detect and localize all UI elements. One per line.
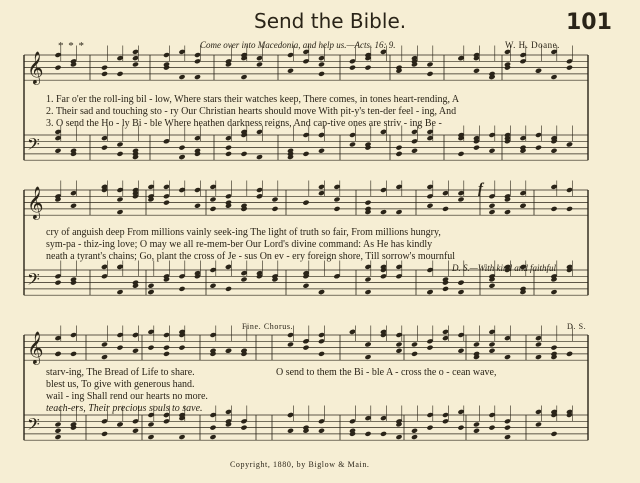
notehead	[116, 196, 123, 202]
notehead	[116, 141, 123, 147]
notehead	[163, 138, 170, 144]
notehead	[163, 193, 170, 199]
notehead	[256, 61, 263, 67]
notehead	[163, 345, 170, 351]
notehead	[318, 55, 325, 61]
notehead	[225, 286, 232, 292]
notehead	[364, 354, 371, 360]
notehead	[395, 264, 402, 270]
notehead	[349, 132, 356, 138]
notehead	[225, 151, 232, 157]
notehead	[147, 421, 154, 427]
notehead	[442, 418, 449, 424]
notehead	[566, 65, 573, 71]
notehead	[426, 135, 433, 141]
copyright-notice: Copyright, 1880, by Biglow & Main.	[230, 460, 370, 469]
notehead	[364, 431, 371, 437]
notehead	[318, 148, 325, 154]
notehead	[287, 52, 294, 58]
notehead	[116, 71, 123, 77]
notehead	[519, 58, 526, 64]
notehead	[411, 434, 418, 440]
notehead	[488, 341, 495, 347]
notehead	[132, 418, 139, 424]
notehead	[566, 141, 573, 147]
notehead	[566, 351, 573, 357]
notehead	[163, 52, 170, 58]
notehead	[116, 345, 123, 351]
notehead	[70, 332, 77, 338]
notehead	[364, 264, 371, 270]
notehead	[364, 65, 371, 71]
notehead	[457, 425, 464, 431]
notehead	[240, 270, 247, 276]
notehead	[333, 184, 340, 190]
notehead	[209, 425, 216, 431]
forte-mark: f	[478, 181, 483, 197]
notehead	[302, 200, 309, 206]
verse-3-line-3: wail - ing Shall rend our hearts no more.	[46, 391, 208, 402]
notehead	[380, 431, 387, 437]
verse-1-line-2: cry of anguish deep From millions vainly seek-ing The light of truth so fair, From millions hungry,	[46, 227, 441, 238]
notehead	[54, 434, 61, 440]
notehead	[209, 184, 216, 190]
notehead	[364, 276, 371, 282]
notehead	[147, 329, 154, 335]
notehead	[349, 418, 356, 424]
notehead	[209, 196, 216, 202]
notehead	[302, 58, 309, 64]
notehead	[535, 341, 542, 347]
notehead	[178, 187, 185, 193]
notehead	[473, 341, 480, 347]
notehead	[504, 354, 511, 360]
notehead	[426, 345, 433, 351]
notehead	[116, 151, 123, 157]
verse-2-line-1: 2. Their sad and touching sto - ry Our Christian hearts should move With pit-y's ten-der feel - ing, And	[46, 106, 457, 117]
notehead	[333, 273, 340, 279]
composer-credit: W. H. Doane.	[505, 40, 560, 50]
notehead	[411, 138, 418, 144]
notehead	[132, 55, 139, 61]
notehead	[535, 421, 542, 427]
notehead	[488, 412, 495, 418]
notehead	[163, 351, 170, 357]
notehead	[426, 425, 433, 431]
notehead	[550, 431, 557, 437]
notehead	[163, 200, 170, 206]
notehead	[364, 289, 371, 295]
notehead	[457, 280, 464, 286]
notehead	[442, 206, 449, 212]
notehead	[163, 184, 170, 190]
treble-clef: 𝄞	[27, 51, 44, 84]
notehead	[178, 434, 185, 440]
notehead	[488, 148, 495, 154]
notehead	[519, 135, 526, 141]
notehead	[209, 206, 216, 212]
notehead	[209, 283, 216, 289]
treble-clef: 𝄞	[27, 331, 44, 364]
notehead	[380, 187, 387, 193]
ds-teachers-note: D. S.—With kind and faithful	[452, 263, 557, 273]
notehead	[101, 354, 108, 360]
notehead	[566, 187, 573, 193]
notehead	[256, 129, 263, 135]
notehead	[380, 273, 387, 279]
notehead	[349, 141, 356, 147]
notehead	[256, 154, 263, 160]
notehead	[488, 283, 495, 289]
notehead	[101, 418, 108, 424]
scripture-reference: Come over into Macedonia, and help us.—Acts. 16: 9.	[200, 40, 396, 50]
notehead	[116, 209, 123, 215]
notehead	[318, 289, 325, 295]
notehead	[395, 348, 402, 354]
notehead	[194, 135, 201, 141]
notehead	[178, 286, 185, 292]
notehead	[442, 329, 449, 335]
notehead	[411, 129, 418, 135]
bass-clef: 𝄢	[27, 269, 40, 293]
notehead	[101, 431, 108, 437]
notehead	[395, 273, 402, 279]
notehead	[457, 289, 464, 295]
notehead	[147, 289, 154, 295]
notehead	[302, 132, 309, 138]
notehead	[333, 206, 340, 212]
notehead	[256, 193, 263, 199]
notehead	[426, 412, 433, 418]
notehead	[318, 61, 325, 67]
notehead	[519, 52, 526, 58]
notehead	[333, 196, 340, 202]
notehead	[194, 187, 201, 193]
notehead	[488, 193, 495, 199]
notehead	[318, 332, 325, 338]
notehead	[457, 196, 464, 202]
notehead	[318, 132, 325, 138]
notehead	[101, 145, 108, 151]
notehead	[411, 428, 418, 434]
notehead	[287, 68, 294, 74]
notehead	[411, 148, 418, 154]
notehead	[364, 341, 371, 347]
notehead	[178, 74, 185, 80]
notehead	[566, 58, 573, 64]
notehead	[240, 151, 247, 157]
notehead	[442, 190, 449, 196]
notehead	[101, 264, 108, 270]
notehead	[240, 425, 247, 431]
notehead	[54, 148, 61, 154]
notehead	[395, 341, 402, 347]
notehead	[209, 434, 216, 440]
notehead	[178, 345, 185, 351]
notehead	[519, 190, 526, 196]
notehead	[54, 280, 61, 286]
verse-3-line-2: neath a tyrant's chains; Go, plant the cross of Je - sus On ev - ery foreign shore, Till sorrow's mournful	[46, 251, 456, 262]
notehead	[54, 351, 61, 357]
notehead	[54, 135, 61, 141]
notehead	[519, 203, 526, 209]
notehead	[302, 151, 309, 157]
notehead	[132, 348, 139, 354]
notehead	[457, 409, 464, 415]
notehead	[535, 132, 542, 138]
bass-clef: 𝄢	[27, 414, 40, 438]
notehead	[318, 418, 325, 424]
notehead	[147, 184, 154, 190]
notehead	[550, 184, 557, 190]
notehead	[550, 289, 557, 295]
notehead	[395, 434, 402, 440]
notehead	[426, 193, 433, 199]
notehead	[457, 332, 464, 338]
notehead	[240, 418, 247, 424]
verse-1-line-3: starv-ing, The Bread of Life to share.	[46, 367, 195, 378]
notehead	[473, 428, 480, 434]
verse-3-line-1: 3. O send the Ho - ly Bi - ble Where heathen darkness reigns, And cap-tive ones are striv - ing Be -	[46, 118, 442, 129]
notehead	[318, 184, 325, 190]
notehead	[209, 412, 216, 418]
notehead	[54, 129, 61, 135]
ds-label: D. S.	[567, 322, 587, 331]
notehead	[380, 129, 387, 135]
notehead	[442, 412, 449, 418]
notehead	[395, 332, 402, 338]
notehead	[194, 74, 201, 80]
notehead	[473, 145, 480, 151]
notehead	[442, 286, 449, 292]
notehead	[504, 425, 511, 431]
notehead	[54, 335, 61, 341]
notehead	[209, 267, 216, 273]
treble-clef: 𝄞	[27, 186, 44, 219]
notehead	[101, 65, 108, 71]
notehead	[457, 348, 464, 354]
notehead	[240, 74, 247, 80]
notehead	[380, 209, 387, 215]
notehead	[504, 209, 511, 215]
chorus-line: O send to them the Bi - ble A - cross the o - cean wave,	[276, 367, 497, 378]
notehead	[70, 351, 77, 357]
notehead	[101, 273, 108, 279]
notehead	[488, 203, 495, 209]
notehead	[225, 264, 232, 270]
notehead	[178, 154, 185, 160]
notehead	[566, 206, 573, 212]
notehead	[132, 61, 139, 67]
notehead	[54, 65, 61, 71]
notehead	[504, 335, 511, 341]
notehead	[116, 332, 123, 338]
notehead	[147, 283, 154, 289]
notehead	[488, 425, 495, 431]
verse-1-line-1: 1. Far o'er the roll-ing bil - low, Where stars their watches keep, There comes, in tones heart-rending, A	[46, 94, 460, 105]
notehead	[457, 151, 464, 157]
notehead	[395, 145, 402, 151]
notehead	[101, 71, 108, 77]
notehead	[147, 434, 154, 440]
notehead	[54, 428, 61, 434]
notehead	[535, 335, 542, 341]
notehead	[535, 145, 542, 151]
notehead	[380, 415, 387, 421]
notehead	[163, 418, 170, 424]
notehead	[488, 348, 495, 354]
notehead	[550, 206, 557, 212]
notehead	[318, 428, 325, 434]
notehead	[225, 409, 232, 415]
notehead	[364, 415, 371, 421]
notehead	[225, 348, 232, 354]
notehead	[116, 421, 123, 427]
notehead	[395, 209, 402, 215]
notehead	[349, 58, 356, 64]
notehead	[349, 65, 356, 71]
notehead	[426, 267, 433, 273]
notehead	[256, 55, 263, 61]
notehead	[535, 68, 542, 74]
notehead	[287, 332, 294, 338]
notehead	[54, 273, 61, 279]
notehead	[178, 145, 185, 151]
notehead	[504, 434, 511, 440]
notehead	[395, 151, 402, 157]
notehead	[426, 61, 433, 67]
notehead	[550, 148, 557, 154]
notehead	[488, 329, 495, 335]
notehead	[318, 351, 325, 357]
bass-clef: 𝄢	[27, 134, 40, 158]
notehead	[132, 49, 139, 55]
notehead	[287, 428, 294, 434]
notehead	[70, 190, 77, 196]
notehead	[240, 276, 247, 282]
notehead	[473, 421, 480, 427]
notehead	[54, 421, 61, 427]
notehead	[116, 55, 123, 61]
notehead	[225, 193, 232, 199]
notehead	[550, 345, 557, 351]
notehead	[302, 345, 309, 351]
notehead	[132, 428, 139, 434]
notehead	[194, 203, 201, 209]
notehead	[426, 338, 433, 344]
notehead	[302, 338, 309, 344]
notehead	[302, 283, 309, 289]
notehead	[116, 264, 123, 270]
notehead	[426, 184, 433, 190]
notehead	[426, 71, 433, 77]
notehead	[488, 209, 495, 215]
ds-line-3: teach-ers, Their precious souls to save.	[46, 403, 203, 414]
notehead	[287, 341, 294, 347]
notehead	[457, 190, 464, 196]
notehead	[535, 354, 542, 360]
notehead	[364, 200, 371, 206]
notehead	[194, 58, 201, 64]
notehead	[411, 341, 418, 347]
hymn-number: 101	[566, 10, 612, 35]
notehead	[318, 190, 325, 196]
notehead	[225, 145, 232, 151]
notehead	[178, 49, 185, 55]
notehead	[178, 273, 185, 279]
notehead	[426, 129, 433, 135]
notehead	[225, 135, 232, 141]
notehead	[550, 74, 557, 80]
notehead	[116, 187, 123, 193]
notehead	[411, 351, 418, 357]
notehead	[488, 132, 495, 138]
notehead	[287, 412, 294, 418]
notehead	[101, 135, 108, 141]
notehead	[318, 71, 325, 77]
notehead	[457, 55, 464, 61]
notehead	[426, 289, 433, 295]
verse-2-line-3: blest us, To give with generous hand.	[46, 379, 195, 390]
notehead	[132, 332, 139, 338]
notehead	[209, 332, 216, 338]
meter-mark: * * *	[58, 40, 85, 52]
notehead	[101, 341, 108, 347]
notehead	[54, 52, 61, 58]
notehead	[271, 196, 278, 202]
notehead	[70, 203, 77, 209]
notehead	[504, 418, 511, 424]
notehead	[256, 187, 263, 193]
notehead	[395, 184, 402, 190]
notehead	[426, 203, 433, 209]
notehead	[271, 206, 278, 212]
fine-chorus-label: Fine. Chorus.	[242, 322, 294, 331]
notehead	[535, 409, 542, 415]
notehead	[318, 338, 325, 344]
notehead	[442, 335, 449, 341]
hymn-title: Send the Bible.	[254, 9, 407, 33]
notehead	[473, 68, 480, 74]
verse-2-line-2: sym-pa - thiz-ing love; O may we all re-mem-ber Our Lord's divine command: As He has kindly	[46, 239, 433, 250]
notehead	[116, 289, 123, 295]
notehead	[147, 345, 154, 351]
notehead	[194, 52, 201, 58]
notehead	[163, 332, 170, 338]
notehead	[349, 329, 356, 335]
